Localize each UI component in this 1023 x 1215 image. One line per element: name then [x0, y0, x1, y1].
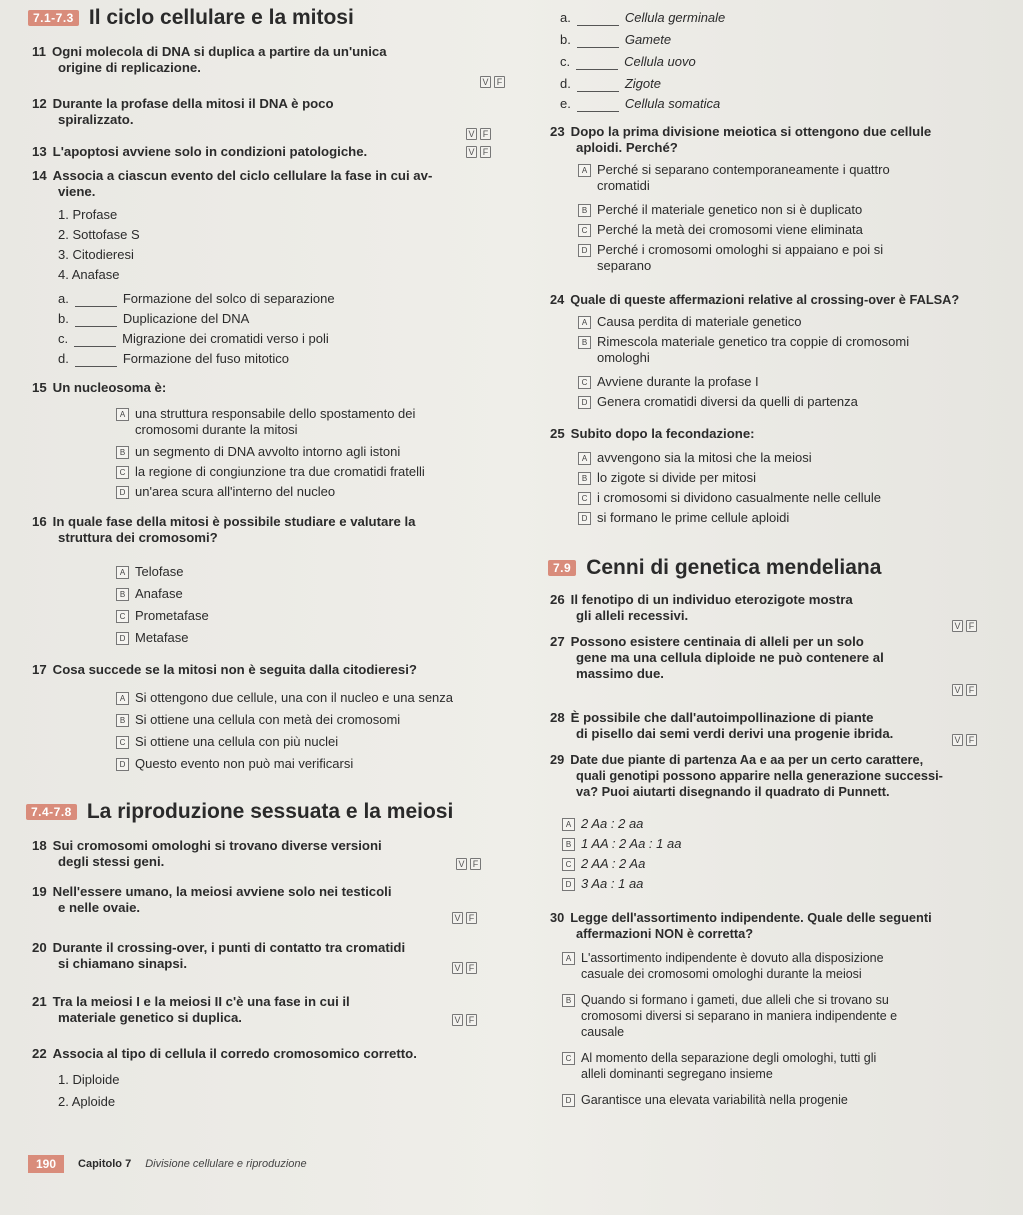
phase-item: 3. Citodieresi: [58, 247, 134, 262]
question-18: 18 Sui cromosomi omologhi si trovano diverse versioni degli stessi geni.: [32, 838, 382, 869]
answer-option[interactable]: B Quando si formano i gameti, due alleli che si trovano su cromosomi diversi si separano in maniera indipendente e causale: [562, 992, 897, 1040]
true-false-boxes[interactable]: V F: [452, 962, 477, 974]
answer-option[interactable]: B Anafase: [116, 586, 183, 602]
chapter-subtitle: Divisione cellulare e riproduzione: [145, 1158, 307, 1170]
answer-option[interactable]: C 2 AA : 2 Aa: [562, 856, 645, 872]
section-badge: 7.4-7.8: [26, 804, 77, 820]
true-false-boxes[interactable]: V F: [480, 76, 505, 88]
true-false-boxes[interactable]: V F: [452, 912, 477, 924]
true-false-boxes[interactable]: V F: [466, 146, 491, 158]
answer-option[interactable]: D un'area scura all'interno del nucleo: [116, 484, 335, 500]
section-title: La riproduzione sessuata e la meiosi: [86, 800, 454, 823]
answer-option[interactable]: C Si ottiene una cellula con più nuclei: [116, 734, 338, 750]
answer-option[interactable]: C Prometafase: [116, 608, 209, 624]
answer-option[interactable]: D 3 Aa : 1 aa: [562, 876, 643, 892]
section-title: Il ciclo cellulare e la mitosi: [88, 6, 354, 29]
question-30: 30 Legge dell'assortimento indipendente. Quale delle seguenti affermazioni NON è corretta?: [550, 910, 932, 941]
question-19: 19 Nell'essere umano, la meiosi avviene solo nei testicoli e nelle ovaie.: [32, 884, 392, 915]
question-16: 16 In quale fase della mitosi è possibile studiare e valutare la struttura dei cromosomi?: [32, 514, 416, 545]
cell-item[interactable]: d. Zigote: [560, 76, 661, 91]
answer-option[interactable]: A avvengono sia la mitosi che la meiosi: [578, 450, 812, 466]
question-23: 23 Dopo la prima divisione meiotica si ottengono due cellule aploidi. Perché?: [550, 124, 932, 155]
question-25: 25 Subito dopo la fecondazione:: [550, 426, 755, 441]
answer-option[interactable]: A 2 Aa : 2 aa: [562, 816, 643, 832]
question-22: 22 Associa al tipo di cellula il corredo cromosomico corretto.: [32, 1046, 417, 1061]
cell-item[interactable]: b. Gamete: [560, 32, 672, 47]
event-item[interactable]: d. Formazione del fuso mitotico: [58, 351, 290, 366]
cell-item[interactable]: a. Cellula germinale: [560, 10, 726, 25]
section-header-genetics: [548, 556, 881, 580]
true-false-boxes[interactable]: V F: [452, 1014, 477, 1026]
true-false-boxes[interactable]: V F: [466, 128, 491, 140]
section-header-meiosis: [26, 800, 453, 824]
answer-option[interactable]: B lo zigote si divide per mitosi: [578, 470, 756, 486]
answer-option[interactable]: D Garantisce una elevata variabilità nella progenie: [562, 1092, 848, 1108]
answer-option[interactable]: B un segmento di DNA avvolto intorno agli istoni: [116, 444, 400, 460]
phase-item: 2. Sottofase S: [58, 227, 140, 242]
question-12: 12 Durante la profase della mitosi il DNA è poco spiralizzato.: [32, 96, 334, 127]
event-item[interactable]: c. Migrazione dei cromatidi verso i poli: [58, 331, 329, 346]
true-false-boxes[interactable]: V F: [952, 734, 977, 746]
answer-option[interactable]: A Telofase: [116, 564, 183, 580]
question-17: 17 Cosa succede se la mitosi non è seguita dalla citodieresi?: [32, 662, 417, 677]
answer-option[interactable]: C i cromosomi si dividono casualmente nelle cellule: [578, 490, 881, 506]
section-badge: 7.9: [548, 560, 576, 576]
answer-option[interactable]: A una struttura responsabile dello spostamento dei cromosomi durante la mitosi: [116, 406, 415, 438]
answer-option[interactable]: C Perché la metà dei cromosomi viene eliminata: [578, 222, 863, 238]
phase-item: 4. Anafase: [58, 267, 120, 282]
question-27: 27 Possono esistere centinaia di alleli per un solo gene ma una cellula diploide ne può contenere al massimo due.: [550, 634, 884, 681]
answer-option[interactable]: D Questo evento non può mai verificarsi: [116, 756, 353, 772]
cell-type-item: 1. Diploide: [58, 1072, 120, 1087]
answer-option[interactable]: A Perché si separano contemporaneamente i quattro cromatidi: [578, 162, 890, 194]
question-15: 15 Un nucleosoma è:: [32, 380, 167, 395]
answer-option[interactable]: C Avviene durante la profase I: [578, 374, 759, 390]
answer-option[interactable]: D Perché i cromosomi omologhi si appaiano e poi si separano: [578, 242, 883, 274]
cell-type-item: 2. Aploide: [58, 1094, 116, 1109]
section-title: Cenni di genetica mendeliana: [586, 556, 882, 579]
question-14: 14 Associa a ciascun evento del ciclo cellulare la fase in cui av- viene.: [32, 168, 433, 199]
answer-option[interactable]: C la regione di congiunzione tra due cromatidi fratelli: [116, 464, 425, 480]
event-item[interactable]: b. Duplicazione del DNA: [58, 311, 250, 326]
section-header-mitosis: [28, 6, 354, 30]
answer-option[interactable]: B Perché il materiale genetico non si è duplicato: [578, 202, 862, 218]
true-false-boxes[interactable]: V F: [952, 684, 977, 696]
question-26: 26 Il fenotipo di un individuo eterozigote mostra gli alleli recessivi.: [550, 592, 853, 623]
question-21: 21 Tra la meiosi I e la meiosi II c'è una fase in cui il materiale genetico si duplica.: [32, 994, 350, 1025]
answer-option[interactable]: A Causa perdita di materiale genetico: [578, 314, 802, 330]
answer-option[interactable]: A Si ottengono due cellule, una con il nucleo e una senza: [116, 690, 453, 706]
answer-option[interactable]: B Rimescola materiale genetico tra coppie di cromosomi omologhi: [578, 334, 909, 366]
question-28: 28 È possibile che dall'autoimpollinazione di piante di pisello dai semi verdi derivi una progenie ibrida.: [550, 710, 894, 741]
event-item[interactable]: a. Formazione del solco di separazione: [58, 291, 335, 306]
answer-option[interactable]: D Metafase: [116, 630, 188, 646]
true-false-boxes[interactable]: V F: [456, 858, 481, 870]
section-badge: 7.1-7.3: [28, 10, 79, 26]
cell-item[interactable]: e. Cellula somatica: [560, 96, 721, 111]
phase-item: 1. Profase: [58, 207, 118, 222]
cell-item[interactable]: c. Cellula uovo: [560, 54, 696, 69]
question-29: 29 Date due piante di partenza Aa e aa per un certo carattere, quali genotipi possono apparire nella generazione successi- va? Puoi aiutarti disegnando il quadrato di Punnett.: [550, 752, 943, 799]
answer-option[interactable]: D si formano le prime cellule aploidi: [578, 510, 789, 526]
chapter-label: Capitolo 7: [78, 1158, 132, 1170]
question-24: 24 Quale di queste affermazioni relative al crossing-over è FALSA?: [550, 292, 960, 307]
answer-option[interactable]: C Al momento della separazione degli omologhi, tutti gli alleli dominanti segregano insieme: [562, 1050, 876, 1082]
answer-option[interactable]: D Genera cromatidi diversi da quelli di partenza: [578, 394, 858, 410]
page-footer: [28, 1155, 307, 1173]
answer-option[interactable]: A L'assortimento indipendente è dovuto alla disposizione casuale dei cromosomi omologhi durante la meiosi: [562, 950, 884, 982]
page-number: 190: [28, 1155, 64, 1173]
question-13: 13 L'apoptosi avviene solo in condizioni patologiche.: [32, 144, 368, 159]
answer-option[interactable]: B Si ottiene una cellula con metà dei cromosomi: [116, 712, 400, 728]
answer-option[interactable]: B 1 AA : 2 Aa : 1 aa: [562, 836, 681, 852]
question-11: 11 Ogni molecola di DNA si duplica a partire da un'unica origine di replicazione.: [32, 44, 387, 75]
question-20: 20 Durante il crossing-over, i punti di contatto tra cromatidi si chiamano sinapsi.: [32, 940, 406, 971]
true-false-boxes[interactable]: V F: [952, 620, 977, 632]
